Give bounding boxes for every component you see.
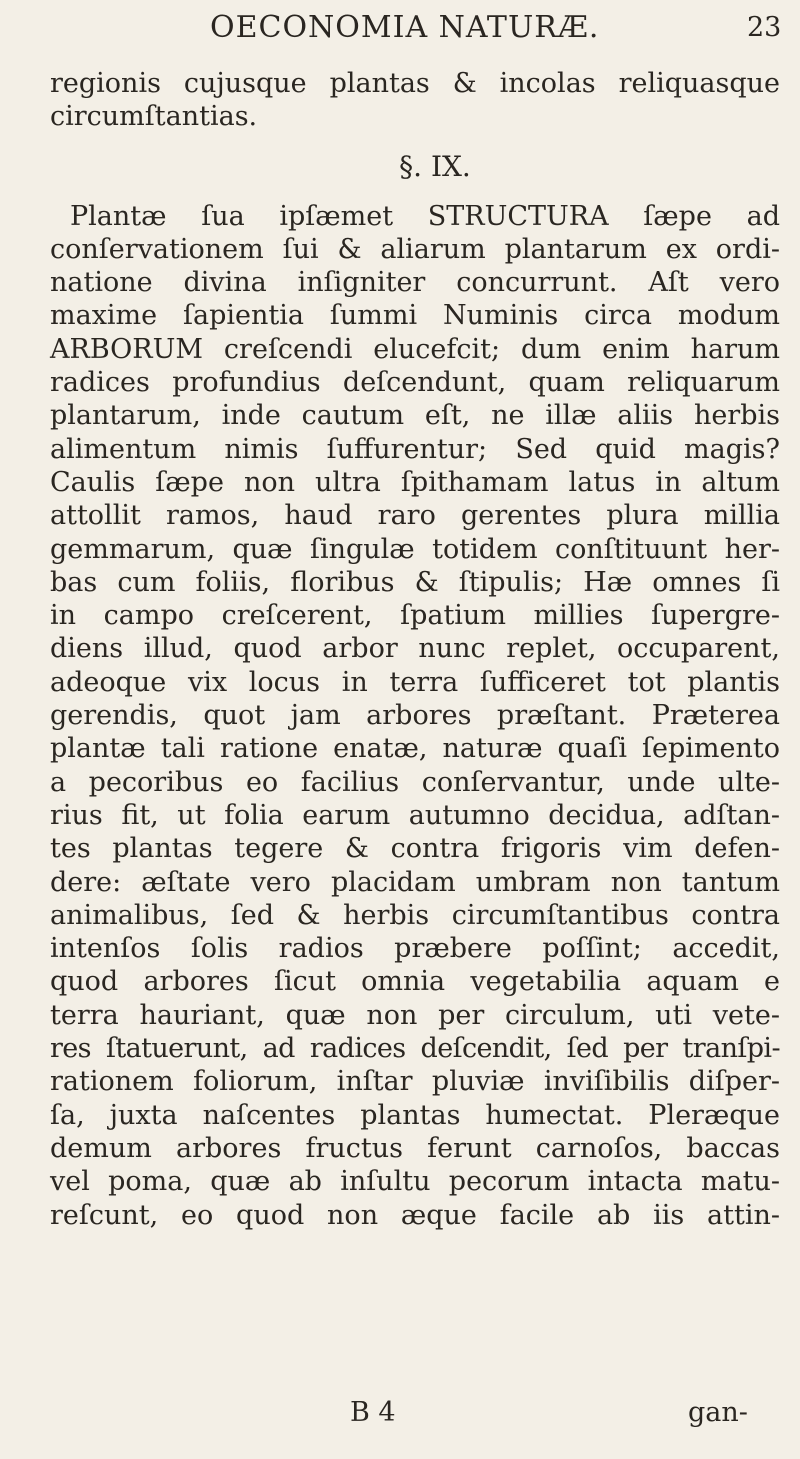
text-line: attollit ramos, haud raro gerentes plura millia [50, 500, 780, 532]
text-line: reſcunt, eo quod non æque facile ab iis attin- [50, 1199, 780, 1231]
running-title: OECONOMIA NATURÆ. [210, 10, 600, 45]
text-line: adeoque vix locus in terra ſufficeret tot plantis [50, 666, 780, 698]
section-heading: §. IX. [399, 149, 471, 183]
running-head [0, 10, 800, 50]
text-line: res ſtatuerunt, ad radices deſcendit, ſed per tranſpi- [50, 1033, 780, 1065]
text-line: rationem foliorum, inſtar pluviæ inviſibilis diſper- [50, 1066, 780, 1098]
text-line: intenſos ſolis radios præbere poſſint; accedit, [50, 933, 780, 965]
text-line: Plantæ ſua ipſæmet STRUCTURA ſæpe ad [70, 200, 780, 232]
text-line: Caulis ſæpe non ultra ſpithamam latus in altum [50, 466, 780, 498]
text-line: terra hauriant, quæ non per circulum, uti vete- [50, 999, 780, 1031]
text-line: bas cum foliis, floribus & ſtipulis; Hæ omnes ſi [50, 566, 780, 598]
catchword: gan- [688, 1397, 748, 1428]
text-line: quod arbores ſicut omnia vegetabilia aquam e [50, 966, 780, 998]
text-line: radices profundius deſcendunt, quam reliquarum [50, 367, 780, 399]
text-line: conſervationem ſui & aliarum plantarum ex ordi- [50, 233, 780, 265]
text-line: in campo creſcerent, ſpatium millies ſupergre- [50, 600, 780, 632]
signature-mark: B 4 [350, 1397, 396, 1428]
text-line: plantæ tali ratione enatæ, naturæ quaſi ſepimento [50, 733, 780, 765]
text-line: a pecoribus eo facilius conſervantur, unde ulte- [50, 766, 780, 798]
text-line: tes plantas tegere & contra frigoris vim defen- [50, 833, 780, 865]
text-line: circumſtantias. [50, 101, 258, 133]
text-line: dere: æſtate vero placidam umbram non tantum [50, 866, 780, 898]
page-number: 23 [747, 12, 782, 43]
text-line: diens illud, quod arbor nunc replet, occuparent, [50, 633, 780, 665]
text-line: regionis cujusque plantas & incolas reliquasque [50, 68, 780, 99]
text-line: gerendis, quot jam arbores præſtant. Præterea [50, 700, 780, 732]
catchline [0, 1397, 800, 1431]
body-text [50, 67, 780, 1232]
text-line: demum arbores fructus ferunt carnoſos, baccas [50, 1132, 780, 1164]
text-line: natione divina inſigniter concurrunt. Aſt vero [50, 267, 780, 299]
text-line: ſa, juxta naſcentes plantas humectat. Pleræque [50, 1099, 780, 1131]
text-line: maxime ſapientia ſummi Numinis circa modum [50, 300, 780, 332]
text-line: rius fit, ut folia earum autumno decidua, adſtan- [50, 799, 780, 831]
text-line: vel poma, quæ ab inſultu pecorum intacta matu- [50, 1166, 780, 1198]
text-line: animalibus, ſed & herbis circumſtantibus contra [50, 899, 780, 931]
text-line: ARBORUM creſcendi elucefcit; dum enim harum [50, 333, 780, 365]
text-line: alimentum nimis ſuffurentur; Sed quid magis? [50, 433, 780, 465]
text-line: gemmarum, quæ ſingulæ totidem conſtituunt her- [50, 533, 780, 565]
text-line: plantarum, inde cautum eſt, ne illæ aliis herbis [50, 400, 780, 432]
